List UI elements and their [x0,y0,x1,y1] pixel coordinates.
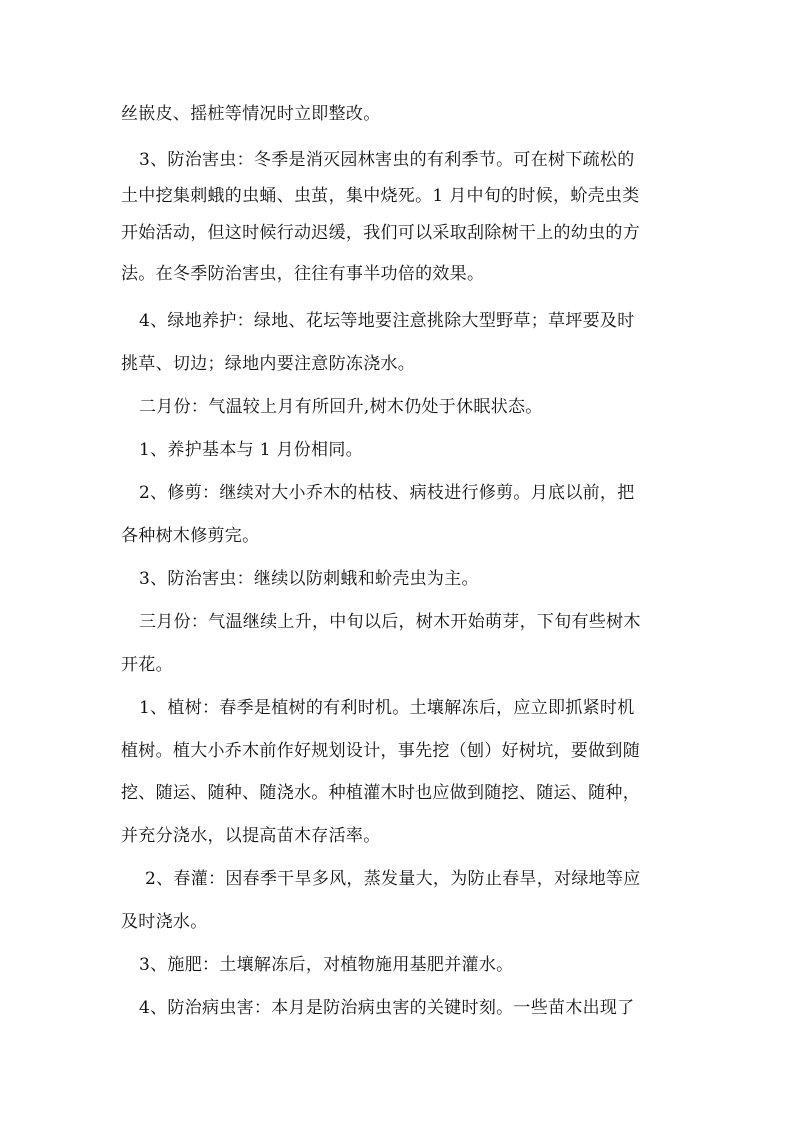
text-line: 3、防治害虫：继续以防刺蛾和蚧壳虫为主。 [139,569,479,589]
text-line: 丝嵌皮、摇桩等情况时立即整改。 [121,104,381,124]
text-line: 二月份：气温较上月有所回升,树木仍处于休眠状态。 [139,397,543,417]
text-line: 并充分浇水，以提高苗木存活率。 [121,826,381,846]
text-line: 3、防治害虫：冬季是消灭园林害虫的有利季节。可在树下疏松的 [139,150,635,170]
text-line: 开花。 [121,655,173,675]
text-line: 开始活动，但这时候行动迟缓，我们可以采取刮除树干上的幼虫的方 [121,223,640,243]
text-line: 3、施肥：土壤解冻后，对植物施用基肥并灌水。 [139,955,514,975]
text-line: 2、修剪：继续对大小乔木的枯枝、病枝进行修剪。月底以前，把 [139,483,635,503]
text-line: 4、绿地养护：绿地、花坛等地要注意挑除大型野草；草坪要及时 [139,311,635,331]
text-line: 植树。植大小乔木前作好规划设计，事先挖（刨）好树坑，要做到随 [121,741,640,761]
text-line: 各种树木修剪完。 [121,526,260,546]
text-line: 1、植树：春季是植树的有利时机。土壤解冻后，应立即抓紧时机 [139,698,635,718]
text-line: 挖、随运、随种、随浇水。种植灌木时也应做到随挖、随运、随种， [121,783,640,803]
text-line: 2、春灌：因春季干旱多风，蒸发量大，为防止春旱，对绿地等应 [145,869,641,889]
text-line: 1、养护基本与 1 月份相同。 [139,440,363,460]
text-line: 三月份：气温继续上升，中旬以后，树木开始萌芽，下旬有些树木 [139,612,641,632]
text-line: 法。在冬季防治害虫，往往有事半功倍的效果。 [121,264,485,284]
text-line: 挑草、切边；绿地内要注意防冻浇水。 [121,354,416,374]
text-line: 土中挖集刺蛾的虫蛹、虫茧，集中烧死。1 月中旬的时候，蚧壳虫类 [121,186,640,206]
text-line: 及时浇水。 [121,912,208,932]
text-line: 4、防治病虫害：本月是防治病虫害的关键时刻。一些苗木出现了 [139,998,635,1018]
